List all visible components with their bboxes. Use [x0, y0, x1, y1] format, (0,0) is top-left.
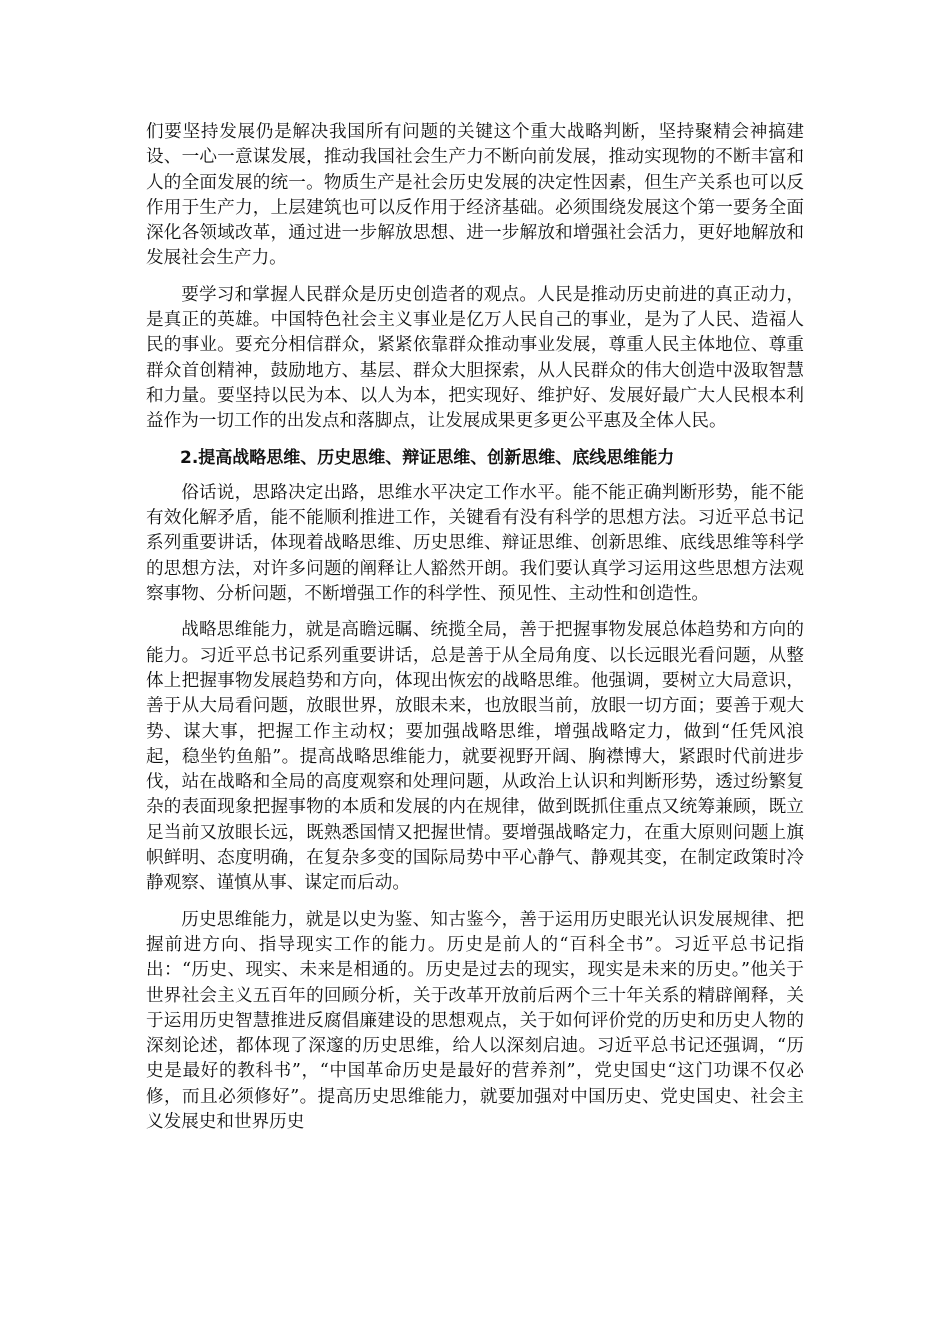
section-heading: 2.提高战略思维、历史思维、辩证思维、创新思维、底线思维能力 — [180, 447, 675, 468]
paragraph-people: 要学习和掌握人民群众是历史创造者的观点。人民是推动历史前进的真正动力，是真正的英雄。中国特色社会主义事业是亿万人民自己的事业，是为了人民、造福人民的事业。要充分相信群众，紧紧依靠群众推动事业发展，尊重人民主体地位、尊重群众首创精神，鼓励地方、基层、群众大胆探索，从人民群众的伟大创造中汲取智慧和力量。要坚持以民为本、以人为本，把实现好、维护好、发展好最广大人民根本利益作为一切工作的出发点和落脚点，让发展成果更多更公平惠及全体人民。 — [146, 284, 804, 432]
document-page — [146, 120, 804, 1146]
paragraph-development: 们要坚持发展仍是解决我国所有问题的关键这个重大战略判断，坚持聚精会神搞建设、一心一意谋发展，推动我国社会生产力不断向前发展，推动实现物的不断丰富和人的全面发展的统一。物质生产是社会历史发展的决定性因素，但生产关系也可以反作用于生产力，上层建筑也可以反作用于经济基础。必须围绕发展这个第一要务全面深化各领域改革，通过进一步解放思想、进一步解放和增强社会活力，更好地解放和发展社会生产力。 — [146, 122, 804, 269]
paragraph-historical-thinking: 历史思维能力，就是以史为鉴、知古鉴今，善于运用历史眼光认识发展规律、把握前进方向、指导现实工作的能力。历史是前人的“百科全书”。习近平总书记指出：“历史、现实、未来是相通的。历史是过去的现实，现实是未来的历史。”他关于世界社会主义五百年的回顾分析，关于改革开放前后两个三十年关系的精辟阐释，关于运用历史智慧推进反腐倡廉建设的思想观点，关于如何评价党的历史和历史人物的深刻论述，都体现了深邃的历史思维，给人以深刻启迪。习近平总书记还强调，“历史是最好的教科书”，“中国革命历史是最好的营养剂”，党史国史“这门功课不仅必修，而且必须修好”。提高历史思维能力，就要加强对中国历史、党史国史、社会主义发展史和世界历史 — [146, 909, 804, 1132]
paragraph-strategic-thinking: 战略思维能力，就是高瞻远瞩、统揽全局，善于把握事物发展总体趋势和方向的能力。习近平总书记系列重要讲话，总是善于从全局角度、以长远眼光看问题，从整体上把握事物发展趋势和方向，体现出恢宏的战略思维。他强调，要树立大局意识，善于从大局看问题，放眼世界，放眼未来，也放眼当前，放眼一切方面；要善于观大势、谋大事，把握工作主动权；要加强战略思维，增强战略定力，做到“任凭风浪起，稳坐钓鱼船”。提高战略思维能力，就要视野开阔、胸襟博大，紧跟时代前进步伐，站在战略和全局的高度观察和处理问题，从政治上认识和判断形势，透过纷繁复杂的表面现象把握事物的本质和发展的内在规律，做到既抓住重点又统筹兼顾，既立足当前又放眼长远，既熟悉国情又把握世情。要增强战略定力，在重大原则问题上旗帜鲜明、态度明确，在复杂多变的国际局势中平心静气、静观其变，在制定政策时冷静观察、谨慎从事、谋定而后动。 — [146, 620, 804, 894]
paragraph-thinking-methods: 俗话说，思路决定出路，思维水平决定工作水平。能不能正确判断形势，能不能有效化解矛盾，能不能顺利推进工作，关键看有没有科学的思想方法。习近平总书记系列重要讲话，体现着战略思维、历史思维、辩证思维、创新思维、底线思维等科学的思想方法，对许多问题的阐释让人豁然开朗。我们要认真学习运用这些思想方法观察事物、分析问题，不断增强工作的科学性、预见性、主动性和创造性。 — [146, 482, 804, 605]
